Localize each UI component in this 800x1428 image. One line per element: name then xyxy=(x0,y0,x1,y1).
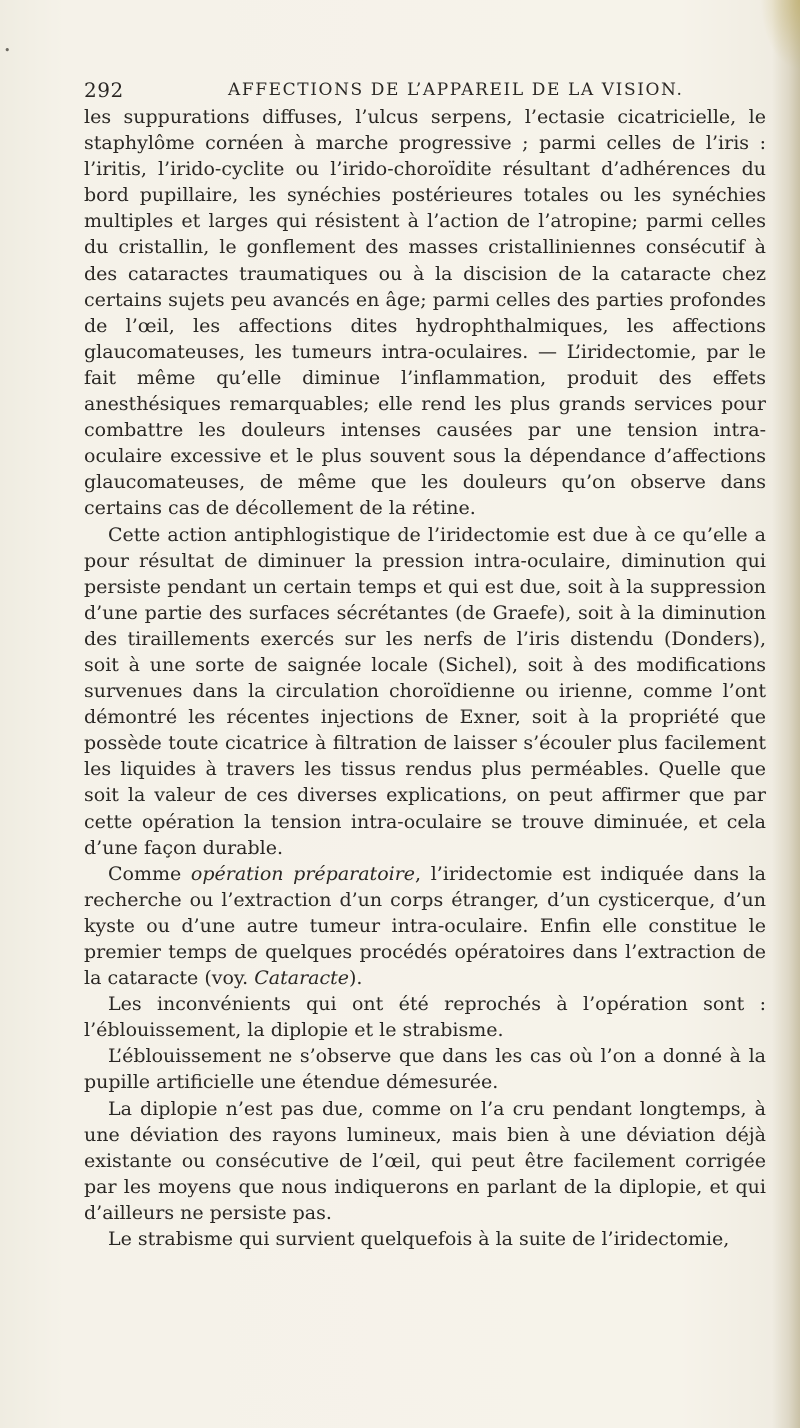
page-header xyxy=(84,78,764,104)
paragraph-6: La diplopie n’est pas due, comme on l’a cru pendant longtemps, à une déviation des rayons lumineux, mais bien à une déviation déjà existante ou consécutive de l’œil, qui peut être facilement corrigée par les moyens que nous indiquerons en parlant de la diplopie, et qui d’ailleurs ne persiste pas. xyxy=(84,1097,766,1224)
italic-term-operation-preparatoire: opération préparatoire xyxy=(190,862,416,885)
paragraph-1: les suppurations diffuses, l’ulcus serpens, l’ectasie cicatricielle, le staphylôme cornéen à marche progressive ; parmi celles de l’iris : l’iritis, l’irido-cyclite ou l’irido-choroïdite résultant d’adhérences du bord pupillaire, les synéchies postérieures totales ou les synéchies multiples et larges qui résistent à l’action de l’atropine; parmi celles du cristallin, le gonflement des masses cristalliniennes consécutif à des cataractes traumatiques ou à la discision de la cataracte chez certains sujets peu avancés en âge; parmi celles des parties profondes de l’œil, les affections dites hydrophthalmiques, les affections glaucomateuses, les tumeurs intra-oculaires. — L’iridectomie, par le fait même qu’elle diminue l’inflammation, produit des effets anesthésiques remarquables; elle rend les plus grands services pour combattre les douleurs intenses causées par une tension intra-oculaire excessive et le plus souvent sous la dépendance d’affections glaucomateuses, de même que les douleurs qu’on observe dans certains cas de décollement de la rétine. xyxy=(84,106,766,520)
paragraph-4: Les inconvénients qui ont été reprochés à l’opération sont : l’éblouissement, la diplopie et le strabisme. xyxy=(84,993,766,1042)
page-corner-stain xyxy=(760,0,800,70)
margin-mark: • xyxy=(4,44,11,57)
paragraph-3-part-3: ). xyxy=(349,967,363,990)
paragraph-2: Cette action antiphlogistique de l’iridectomie est due à ce qu’elle a pour résultat de diminuer la pression intra-oculaire, diminution qui persiste pendant un certain temps et qui est due, soit à la suppression d’une partie des surfaces sécrétantes (de Graefe), soit à la diminution des tiraillements exercés sur les nerfs de l’iris distendu (Donders), soit à une sorte de saignée locale (Sichel), soit à des modifications survenues dans la circulation choroïdienne ou irienne, comme l’ont démontré les récentes injections de Exner, soit à la propriété que possède toute cicatrice à filtration de laisser s’écouler plus facilement les liquides à travers les tissus rendus plus perméables. Quelle que soit la valeur de ces diverses explications, on peut affirmer que par cette opération la tension intra-oculaire se trouve diminuée, et cela d’une façon durable. xyxy=(84,523,766,859)
paragraph-3-part-2: , l’iridectomie est indiquée dans la recherche ou l’extraction d’un corps étranger, d’un cysticerque, d’un kyste ou d’une autre tumeur intra-oculaire. Enfin elle constitue le premier temps de quelques procédés opératoires dans l’extraction de la cataracte (voy. xyxy=(84,862,766,990)
running-head: AFFECTIONS DE L’APPAREIL DE LA VISION. xyxy=(228,80,684,100)
page-number: 292 xyxy=(84,78,124,102)
body-text xyxy=(84,104,766,1252)
paragraph-5: L’éblouissement ne s’observe que dans les cas où l’on a donné à la pupille artificielle une étendue démesurée. xyxy=(84,1045,766,1094)
paragraph-3-part-1: Comme xyxy=(108,862,191,885)
paragraph-7: Le strabisme qui survient quelquefois à la suite de l’iridectomie, xyxy=(108,1228,730,1251)
page-edge-shadow xyxy=(772,0,800,1428)
paragraph-3 xyxy=(84,861,766,991)
italic-term-cataracte: Cataracte xyxy=(254,967,349,990)
